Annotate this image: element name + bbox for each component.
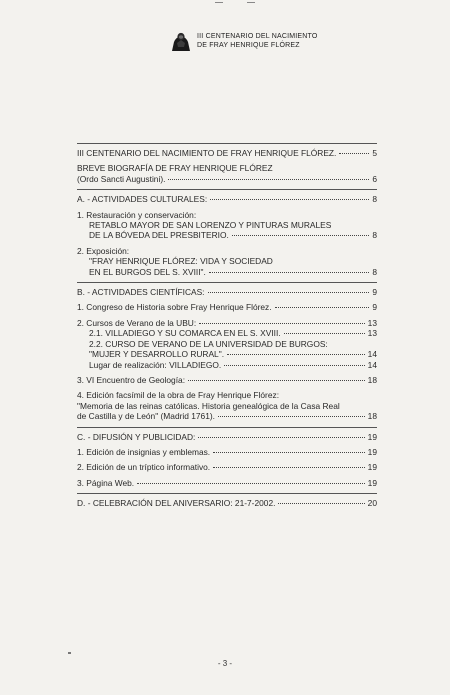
toc-entry-geologia — [77, 375, 377, 385]
toc-subitem: 2.1. VILLADIEGO Y SU COMARCA EN EL S. XVIII. — [89, 328, 281, 339]
toc-page: 18 — [367, 374, 377, 385]
toc-subitem-line: "MUJER Y DESARROLLO RURAL". — [89, 349, 225, 360]
toc-title: III CENTENARIO DEL NACIMIENTO DE FRAY HENRIQUE FLÓREZ. — [77, 148, 337, 158]
toc-section-a — [77, 194, 377, 204]
toc-section-b — [77, 287, 377, 297]
toc-item-line: "FRAY HENRIQUE FLÓREZ: VIDA Y SOCIEDAD — [89, 256, 273, 267]
toc-subtitle: (Ordo Sancti Augustini). — [77, 173, 166, 184]
header-line-2: DE FRAY HENRIQUE FLÓREZ — [197, 42, 300, 49]
toc-section-c — [77, 432, 377, 442]
toc-page: 8 — [372, 194, 377, 205]
toc-entry-exposicion — [77, 246, 377, 277]
toc-page: 19 — [367, 462, 377, 473]
toc-page: 6 — [372, 173, 377, 184]
toc-entry-triptico — [77, 462, 377, 472]
toc-item-line: "Memoria de las reinas católicas. Historia genealógica de la Casa Real — [77, 400, 340, 411]
toc-item: 4. Edición facsímil de la obra de Fray Henrique Flórez: — [77, 390, 280, 401]
toc-page: 9 — [372, 302, 377, 313]
toc-item: 2. Cursos de Verano de la UBU: — [77, 317, 197, 328]
toc-page: 5 — [372, 148, 377, 158]
scan-speck — [68, 652, 71, 654]
toc-page: 18 — [367, 411, 377, 422]
toc-section-d — [77, 498, 377, 508]
toc-section-title: C. - DIFUSIÓN Y PUBLICIDAD: — [77, 431, 196, 442]
divider — [77, 143, 377, 144]
toc-entry-restauracion — [77, 210, 377, 241]
toc-page: 13 — [367, 328, 377, 339]
toc-entry-insignias — [77, 447, 377, 457]
toc-item-line: RETABLO MAYOR DE SAN LORENZO Y PINTURAS MURALES — [89, 220, 332, 231]
table-of-contents — [77, 143, 377, 514]
toc-page: 9 — [372, 287, 377, 298]
toc-section-title: B. - ACTIVIDADES CIENTÍFICAS: — [77, 287, 205, 298]
toc-item-line: DE LA BÓVEDA DEL PRESBITERIO. — [89, 230, 229, 241]
toc-page: 19 — [367, 431, 377, 442]
scan-mark — [215, 2, 223, 3]
toc-item-line: EN EL BURGOS DEL S. XVIII". — [89, 266, 206, 277]
toc-entry-web — [77, 478, 377, 488]
toc-subitem: 2.2. CURSO DE VERANO DE LA UNIVERSIDAD DE BURGOS: — [89, 338, 328, 349]
toc-entry-congreso — [77, 302, 377, 312]
toc-entry-centenario — [77, 148, 377, 158]
toc-page: 13 — [367, 317, 377, 328]
toc-page: 19 — [367, 477, 377, 488]
toc-page: 20 — [367, 498, 377, 509]
friar-portrait-icon — [170, 30, 192, 52]
toc-page: 19 — [367, 446, 377, 457]
toc-item: 1. Congreso de Historia sobre Fray Henrique Flórez. — [77, 302, 272, 313]
scan-mark — [247, 2, 255, 3]
toc-entry-biografia — [77, 163, 377, 184]
toc-subitem: Lugar de realización: VILLADIEGO. — [89, 359, 222, 370]
toc-page: 14 — [367, 349, 377, 360]
page-header — [170, 30, 318, 52]
toc-item: 3. VI Encuentro de Geología: — [77, 374, 186, 385]
toc-section-title: A. - ACTIVIDADES CULTURALES: — [77, 194, 208, 205]
page-number: - 3 - — [217, 659, 233, 668]
toc-page: 8 — [372, 266, 377, 277]
toc-section-title: D. - CELEBRACIÓN DEL ANIVERSARIO: 21-7-2002. — [77, 498, 276, 509]
toc-page: 14 — [367, 359, 377, 370]
toc-title: BREVE BIOGRAFÍA DE FRAY HENRIQUE FLÓREZ — [77, 163, 273, 174]
toc-item-label: 1. Restauración y conservación: — [77, 209, 197, 220]
header-line-1: III CENTENARIO DEL NACIMIENTO — [197, 33, 318, 40]
toc-item-label: 2. Exposición: — [77, 245, 130, 256]
toc-item: 1. Edición de insignias y emblemas. — [77, 446, 211, 457]
toc-item: 3. Página Web. — [77, 477, 135, 488]
toc-entry-cursos — [77, 318, 377, 370]
toc-page: 8 — [372, 230, 377, 241]
toc-entry-facsimil — [77, 390, 377, 421]
toc-item: 2. Edición de un tríptico informativo. — [77, 462, 211, 473]
toc-item-line: de Castilla y de León" (Madrid 1761). — [77, 411, 215, 422]
